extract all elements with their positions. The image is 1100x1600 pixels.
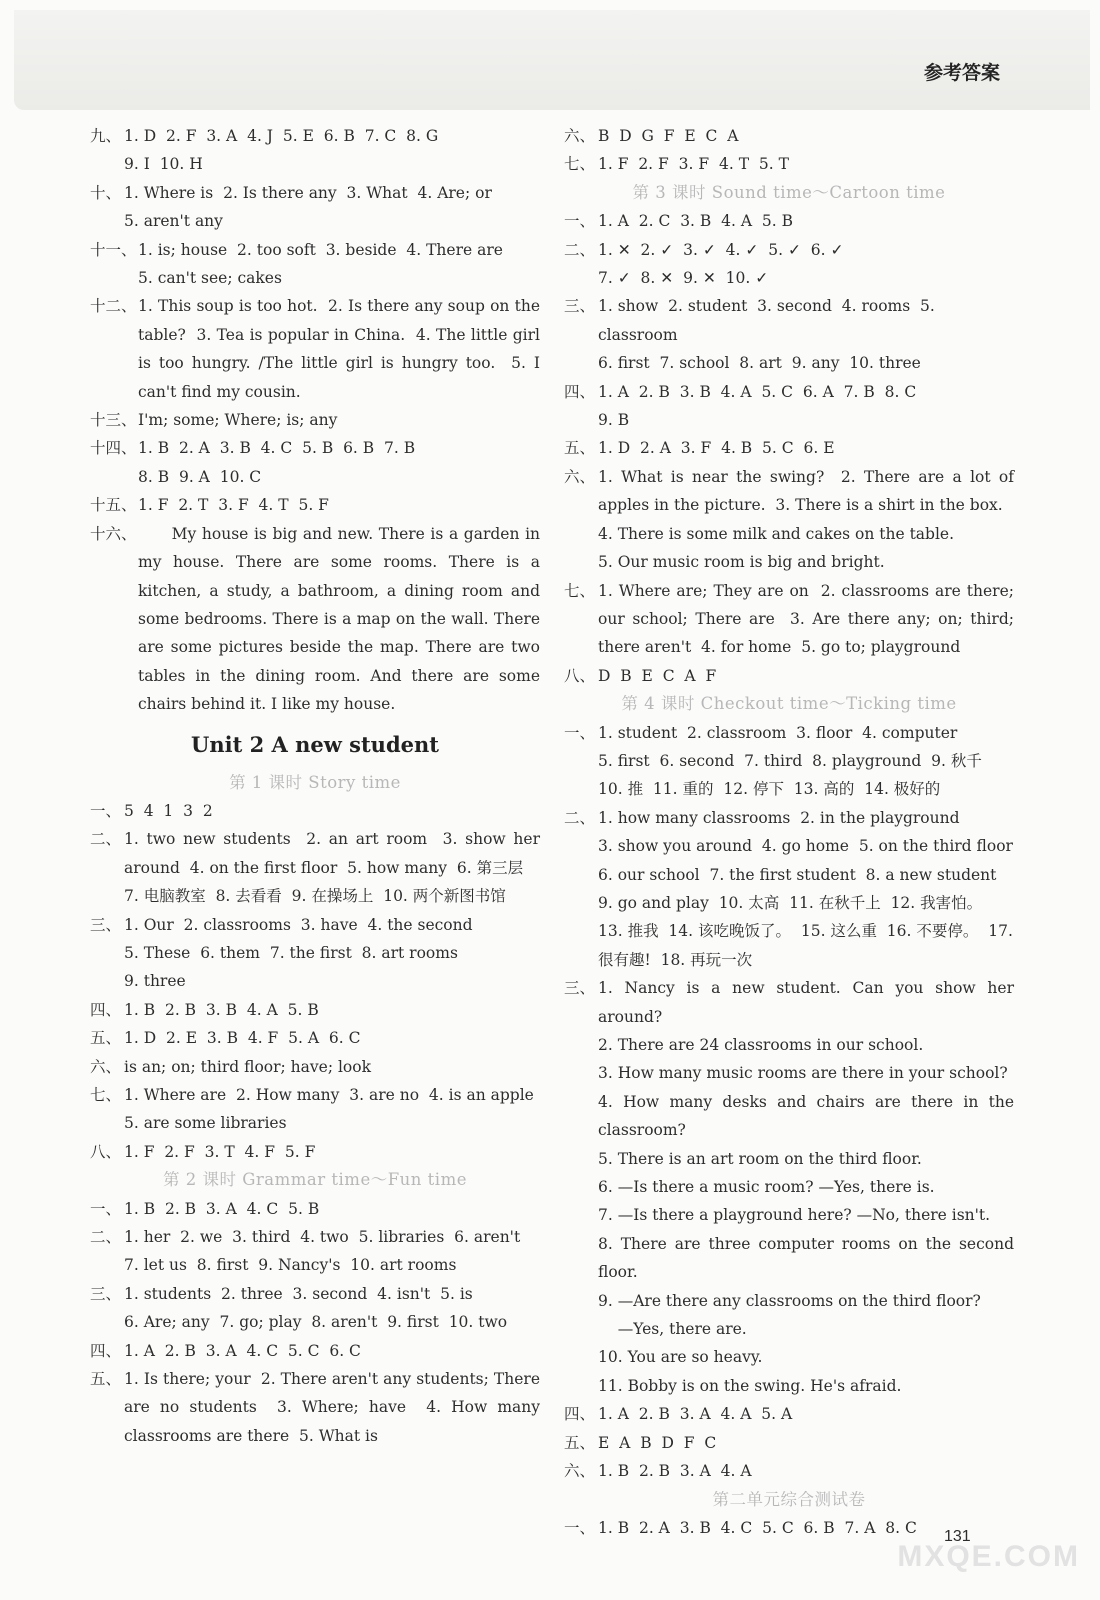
answer-text: 1. B 2. A 3. B 4. C 5. B 6. B 7. B 8. B 9. A 10. C xyxy=(138,439,416,486)
question-number: 五、 xyxy=(90,1370,122,1389)
answer-text: 1. F 2. T 3. F 4. T 5. F xyxy=(138,496,329,515)
answer-text: I'm; some; Where; is; any xyxy=(138,411,338,430)
answer-text: My house is big and new. There is a garden in my house. There are some rooms. There is a kitchen, a study, a bathroom, a dining room and some bedrooms. There is a map on the wall. There are some pictures beside the map. There are two tables in the dining room. And there are some chairs behind it. I like my house. xyxy=(138,524,545,714)
question-number: 二、 xyxy=(90,830,122,849)
question-number: 十四、 xyxy=(90,439,137,458)
right-column xyxy=(564,122,1019,1542)
question-number: 四、 xyxy=(90,1000,122,1019)
lesson-heading: 第 1 课时 Story time xyxy=(229,772,401,792)
answer-text: 1. Nancy is a new student. Can you show her around? 2. There are 24 classrooms in our school. 3. How many music rooms are there in your school? 4. How many desks and chairs are there in the classroom? 5. There is an art room on the third floor. 6. —Is there a music room? —Yes, there is. 7. —Is there a playground here? —No, there isn't. 8. There are three computer rooms on the second floor. 9. —Are there any classrooms on the third floor? —Yes, there are. 10. You are so heavy. 11. Bobby is on the swing. He's afraid. xyxy=(598,979,1014,1395)
answer-entry xyxy=(90,434,540,491)
question-number: 二、 xyxy=(564,240,596,259)
answer-entry xyxy=(564,662,1014,690)
answer-entry xyxy=(90,911,540,996)
question-number: 七、 xyxy=(90,1086,122,1104)
answer-entry xyxy=(90,1365,545,1450)
question-number: 十、 xyxy=(90,183,122,202)
answer-text: 1. Where are; They are on 2. classrooms are there; our school; There are 3. Are there any; on; third; there aren't 4. for home 5. go to; playground xyxy=(598,581,1019,657)
answer-entry xyxy=(564,577,1019,662)
answer-text: 1. two new students 2. an art room 3. show her around 4. on the first floor 5. how many 6. 第三层 7. 电脑教室 8. 去看看 9. 在操场上 10. 两个新图书馆 xyxy=(124,830,540,906)
answer-entry xyxy=(564,1457,1014,1485)
answer-entry xyxy=(564,122,1014,150)
answer-entry xyxy=(90,122,540,179)
answer-text: D B E C A F xyxy=(598,666,717,685)
lesson-heading: 第 4 课时 Checkout time～Ticking time xyxy=(621,694,957,714)
answer-text: 1. This soup is too hot. 2. Is there any soup on the table? 3. Tea is popular in China. 4. The little girl is too hungry. /The little girl is hungry too. 5. I can't find my cousin. xyxy=(138,297,545,401)
answer-text: 1. ✕ 2. ✓ 3. ✓ 4. ✓ 5. ✓ 6. ✓ 7. ✓ 8. ✕ 9. ✕ 10. ✓ xyxy=(598,240,844,288)
answer-entry xyxy=(90,1223,540,1280)
answer-text: 1. D 2. A 3. F 4. B 5. C 6. E xyxy=(598,439,835,458)
lesson-heading: 第 3 课时 Sound time～Cartoon time xyxy=(632,182,946,202)
answer-text: 1. show 2. student 3. second 4. rooms 5. classroom 6. first 7. school 8. art 9. any 10. three xyxy=(598,297,935,373)
answer-text: 1. A 2. B 3. B 4. A 5. C 6. A 7. B 8. C 9. B xyxy=(598,382,917,430)
question-number: 四、 xyxy=(564,1405,596,1424)
answer-entry xyxy=(564,207,1014,235)
answer-entry xyxy=(564,292,1014,377)
answer-text: E A B D F C xyxy=(598,1433,717,1452)
answer-text: 1. B 2. A 3. B 4. C 5. C 6. B 7. A 8. C xyxy=(598,1518,917,1537)
answer-text: 1. Is there; your 2. There aren't any students; There are no students 3. Where; have 4. How many classrooms are there 5. What is xyxy=(124,1370,545,1445)
answer-text: 1. Where is 2. Is there any 3. What 4. Are; or 5. aren't any xyxy=(124,183,492,231)
watermark: MXQE.COM xyxy=(897,1540,1080,1573)
question-number: 一、 xyxy=(564,723,596,742)
answer-text: 1. F 2. F 3. F 4. T 5. T xyxy=(598,155,789,174)
answer-entry xyxy=(90,1024,540,1052)
answer-entry xyxy=(90,236,540,293)
answer-text: 1. Where are 2. How many 3. are no 4. is an apple 5. are some libraries xyxy=(124,1086,544,1133)
answer-entry xyxy=(564,974,1014,1400)
page-title: 参考答案 xyxy=(923,62,1000,84)
question-number: 三、 xyxy=(564,979,596,998)
answer-entry xyxy=(564,150,1014,178)
answer-text: 1. student 2. classroom 3. floor 4. computer 5. first 6. second 7. third 8. playground 9. 秋千 10. 推 11. 重的 12. 停下 13. 高的 14. 极好的 xyxy=(598,723,982,799)
question-number: 五、 xyxy=(90,1029,122,1048)
question-number: 十三、 xyxy=(90,411,137,430)
answer-entry xyxy=(90,825,540,910)
answer-text: 1. F 2. F 3. T 4. F 5. F xyxy=(124,1142,316,1161)
answer-entry xyxy=(90,179,540,236)
answer-entry xyxy=(90,1337,540,1365)
answer-text: 5 4 1 3 2 xyxy=(124,801,213,820)
answer-text: 1. B 2. B 3. A 4. C 5. B xyxy=(124,1199,320,1218)
answer-entry xyxy=(90,491,540,519)
answer-text: 1. D 2. E 3. B 4. F 5. A 6. C xyxy=(124,1029,361,1048)
lesson-heading: 第二单元综合测试卷 xyxy=(712,1489,866,1509)
answer-entry xyxy=(90,406,540,434)
question-number: 五、 xyxy=(564,439,596,458)
question-number: 九、 xyxy=(90,127,122,145)
question-number: 六、 xyxy=(564,1462,596,1481)
answer-entry xyxy=(90,1280,540,1337)
answer-text: 1. Our 2. classrooms 3. have 4. the second 5. These 6. them 7. the first 8. art rooms 9. three xyxy=(124,915,473,991)
answer-entry xyxy=(564,719,1014,804)
question-number: 一、 xyxy=(90,1199,122,1218)
left-column xyxy=(90,122,545,1450)
question-number: 七、 xyxy=(564,581,596,600)
question-number: 六、 xyxy=(564,467,596,486)
answer-entry xyxy=(90,292,545,406)
question-number: 一、 xyxy=(564,1518,596,1537)
answer-entry xyxy=(564,236,1014,293)
answer-text: 1. A 2. B 3. A 4. C 5. C 6. C xyxy=(124,1341,361,1360)
question-number: 五、 xyxy=(564,1433,596,1452)
question-number: 十二、 xyxy=(90,297,137,316)
question-number: 十六、 xyxy=(90,524,137,543)
answer-text: 1. is; house 2. too soft 3. beside 4. There are 5. can't see; cakes xyxy=(138,240,503,288)
question-number: 七、 xyxy=(564,155,596,174)
question-number: 十一、 xyxy=(90,240,137,259)
answer-entry xyxy=(564,434,1014,462)
lesson-heading: 第 2 课时 Grammar time～Fun time xyxy=(163,1170,467,1190)
question-number: 三、 xyxy=(90,1284,122,1303)
answer-entry xyxy=(90,1081,544,1138)
question-number: 二、 xyxy=(90,1228,122,1247)
answer-entry xyxy=(90,1053,540,1081)
answer-text: 1. A 2. C 3. B 4. A 5. B xyxy=(598,212,794,231)
question-number: 四、 xyxy=(90,1341,122,1360)
question-number: 二、 xyxy=(564,808,596,827)
answer-text: 1. B 2. B 3. A 4. A xyxy=(598,1462,752,1481)
answer-text: 1. her 2. we 3. third 4. two 5. libraries 6. aren't 7. let us 8. first 9. Nancy's 10. art rooms xyxy=(124,1228,521,1275)
question-number: 三、 xyxy=(564,297,596,316)
answer-entry xyxy=(564,804,1014,974)
page-number: 131 xyxy=(944,1528,971,1545)
answer-entry xyxy=(564,1400,1014,1428)
answer-text: 1. A 2. B 3. A 4. A 5. A xyxy=(598,1405,793,1424)
unit-heading: Unit 2 A new student xyxy=(191,731,439,757)
answer-text: 1. how many classrooms 2. in the playground 3. show you around 4. go home 5. on the third floor 6. our school 7. the first student 8. a new student 9. go and play 10. 太高 11. 在秋千上 12. 我害怕。 13. 推我 14. 该吃晚饭了。 15. 这么重 16. 不要停。 17. 很有趣! 18. 再玩一次 xyxy=(598,808,1013,969)
answer-entry xyxy=(564,1429,1014,1457)
answer-entry xyxy=(90,520,545,719)
question-number: 八、 xyxy=(564,666,596,685)
question-number: 三、 xyxy=(90,915,122,934)
question-number: 一、 xyxy=(90,801,122,820)
answer-text: 1. students 2. three 3. second 4. isn't 5. is 6. Are; any 7. go; play 8. aren't 9. first 10. two xyxy=(124,1284,508,1332)
answer-text: B D G F E C A xyxy=(598,127,739,145)
question-number: 八、 xyxy=(90,1142,122,1161)
answer-entry xyxy=(564,378,1014,435)
answer-text: 1. B 2. B 3. B 4. A 5. B xyxy=(124,1000,319,1019)
answer-entry xyxy=(90,1138,540,1166)
question-number: 六、 xyxy=(564,127,596,145)
answer-entry xyxy=(90,996,540,1024)
answer-text: is an; on; third floor; have; look xyxy=(124,1057,371,1076)
answer-text: 1. D 2. F 3. A 4. J 5. E 6. B 7. C 8. G 9. I 10. H xyxy=(124,127,439,174)
question-number: 十五、 xyxy=(90,496,137,515)
answer-entry xyxy=(90,1195,540,1223)
question-number: 六、 xyxy=(90,1057,122,1076)
question-number: 一、 xyxy=(564,212,596,231)
answer-entry xyxy=(90,797,540,825)
answer-text: 1. What is near the swing? 2. There are a lot of apples in the picture. 3. There is a shirt in the box. 4. There is some milk and cakes on the table. 5. Our music room is big and bright. xyxy=(598,467,1014,572)
answer-entry xyxy=(564,463,1014,577)
question-number: 四、 xyxy=(564,382,596,401)
